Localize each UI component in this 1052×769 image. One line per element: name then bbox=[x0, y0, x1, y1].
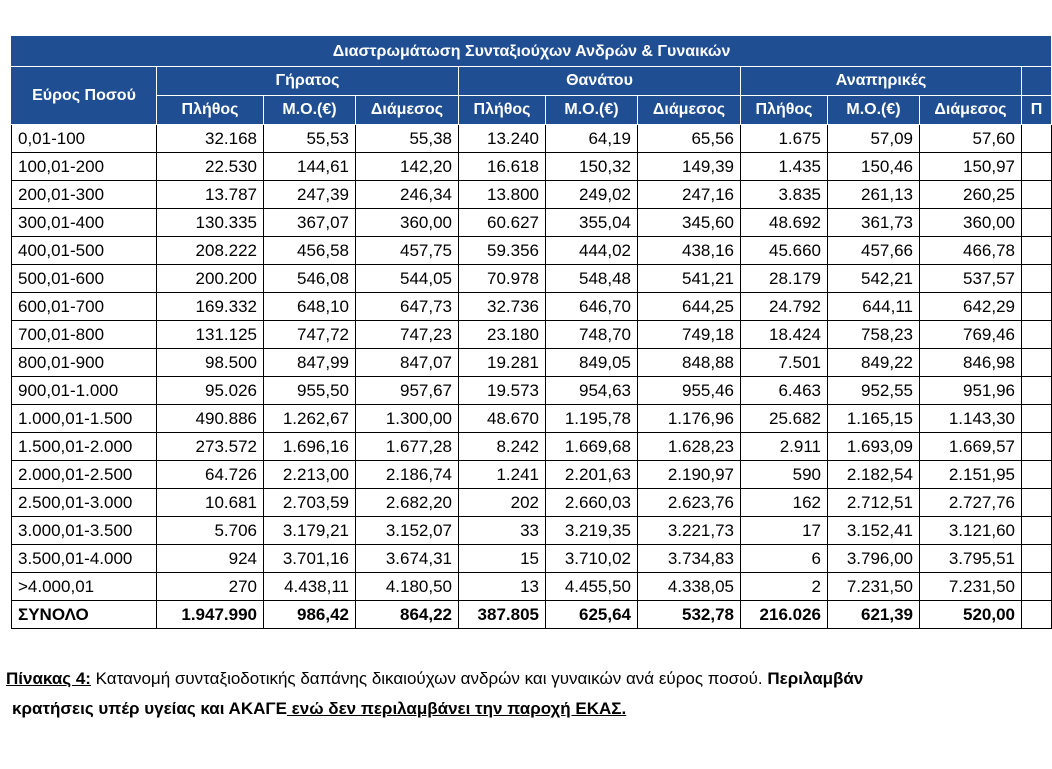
table-row bbox=[12, 433, 1052, 461]
partial-cell bbox=[1022, 601, 1052, 629]
value-cell: 1.947.990 bbox=[157, 601, 264, 629]
value-cell: 646,70 bbox=[546, 293, 638, 321]
value-cell: 202 bbox=[459, 489, 546, 517]
value-cell: 2.712,51 bbox=[828, 489, 920, 517]
value-cell: 98.500 bbox=[157, 349, 264, 377]
table-row bbox=[12, 293, 1052, 321]
value-cell: 3.734,83 bbox=[638, 545, 741, 573]
value-cell: 4.438,11 bbox=[264, 573, 356, 601]
value-cell: 541,21 bbox=[638, 265, 741, 293]
value-cell: 247,39 bbox=[264, 181, 356, 209]
value-cell: 7.231,50 bbox=[828, 573, 920, 601]
pension-distribution-table-wrapper bbox=[11, 36, 1051, 629]
table-row bbox=[12, 181, 1052, 209]
value-cell: 1.195,78 bbox=[546, 405, 638, 433]
value-cell: 748,70 bbox=[546, 321, 638, 349]
value-cell: 273.572 bbox=[157, 433, 264, 461]
range-cell: 1.000,01-1.500 bbox=[12, 405, 157, 433]
range-cell: 2.000,01-2.500 bbox=[12, 461, 157, 489]
subheader-row bbox=[12, 96, 1052, 125]
value-cell: 13 bbox=[459, 573, 546, 601]
value-cell: 45.660 bbox=[741, 237, 828, 265]
value-cell: 542,21 bbox=[828, 265, 920, 293]
value-cell: 951,96 bbox=[920, 377, 1022, 405]
range-cell: 900,01-1.000 bbox=[12, 377, 157, 405]
value-cell: 57,09 bbox=[828, 125, 920, 153]
value-cell: 1.693,09 bbox=[828, 433, 920, 461]
value-cell: 2.682,20 bbox=[356, 489, 459, 517]
value-cell: 2.182,54 bbox=[828, 461, 920, 489]
subheader-mean: Μ.Ο.(€) bbox=[264, 96, 356, 125]
value-cell: 169.332 bbox=[157, 293, 264, 321]
partial-cell bbox=[1022, 237, 1052, 265]
range-cell: 1.500,01-2.000 bbox=[12, 433, 157, 461]
group-header-survivor: Θανάτου bbox=[459, 67, 741, 96]
value-cell: 749,18 bbox=[638, 321, 741, 349]
value-cell: 23.180 bbox=[459, 321, 546, 349]
value-cell: 955,46 bbox=[638, 377, 741, 405]
value-cell: 19.573 bbox=[459, 377, 546, 405]
range-cell: 600,01-700 bbox=[12, 293, 157, 321]
table-row bbox=[12, 517, 1052, 545]
value-cell: 246,34 bbox=[356, 181, 459, 209]
group-header-row bbox=[12, 67, 1052, 96]
total-row bbox=[12, 601, 1052, 629]
value-cell: 1.241 bbox=[459, 461, 546, 489]
value-cell: 847,07 bbox=[356, 349, 459, 377]
value-cell: 532,78 bbox=[638, 601, 741, 629]
table-row bbox=[12, 377, 1052, 405]
table-row bbox=[12, 461, 1052, 489]
table-row bbox=[12, 573, 1052, 601]
value-cell: 955,50 bbox=[264, 377, 356, 405]
value-cell: 18.424 bbox=[741, 321, 828, 349]
value-cell: 2.727,76 bbox=[920, 489, 1022, 517]
value-cell: 48.692 bbox=[741, 209, 828, 237]
value-cell: 48.670 bbox=[459, 405, 546, 433]
value-cell: 13.240 bbox=[459, 125, 546, 153]
table-row bbox=[12, 489, 1052, 517]
value-cell: 849,22 bbox=[828, 349, 920, 377]
value-cell: 70.978 bbox=[459, 265, 546, 293]
value-cell: 848,88 bbox=[638, 349, 741, 377]
subheader-mean: Μ.Ο.(€) bbox=[828, 96, 920, 125]
value-cell: 769,46 bbox=[920, 321, 1022, 349]
value-cell: 7.501 bbox=[741, 349, 828, 377]
partial-cell bbox=[1022, 321, 1052, 349]
value-cell: 4.338,05 bbox=[638, 573, 741, 601]
value-cell: 954,63 bbox=[546, 377, 638, 405]
partial-cell bbox=[1022, 545, 1052, 573]
value-cell: 4.180,50 bbox=[356, 573, 459, 601]
value-cell: 490.886 bbox=[157, 405, 264, 433]
value-cell: 444,02 bbox=[546, 237, 638, 265]
value-cell: 355,04 bbox=[546, 209, 638, 237]
value-cell: 270 bbox=[157, 573, 264, 601]
partial-cell bbox=[1022, 433, 1052, 461]
value-cell: 216.026 bbox=[741, 601, 828, 629]
value-cell: 3.221,73 bbox=[638, 517, 741, 545]
value-cell: 16.618 bbox=[459, 153, 546, 181]
value-cell: 64.726 bbox=[157, 461, 264, 489]
value-cell: 3.179,21 bbox=[264, 517, 356, 545]
partial-cell bbox=[1022, 377, 1052, 405]
value-cell: 864,22 bbox=[356, 601, 459, 629]
value-cell: 7.231,50 bbox=[920, 573, 1022, 601]
value-cell: 642,29 bbox=[920, 293, 1022, 321]
table-row bbox=[12, 349, 1052, 377]
caption-bold-tail: Περιλαμβάν bbox=[767, 669, 864, 688]
range-cell: 800,01-900 bbox=[12, 349, 157, 377]
value-cell: 59.356 bbox=[459, 237, 546, 265]
value-cell: 544,05 bbox=[356, 265, 459, 293]
value-cell: 13.800 bbox=[459, 181, 546, 209]
value-cell: 456,58 bbox=[264, 237, 356, 265]
subheader-median: Διάμεσος bbox=[920, 96, 1022, 125]
range-cell: 500,01-600 bbox=[12, 265, 157, 293]
partial-cell bbox=[1022, 517, 1052, 545]
range-cell: 400,01-500 bbox=[12, 237, 157, 265]
value-cell: 1.628,23 bbox=[638, 433, 741, 461]
value-cell: 2.151,95 bbox=[920, 461, 1022, 489]
value-cell: 590 bbox=[741, 461, 828, 489]
value-cell: 957,67 bbox=[356, 377, 459, 405]
value-cell: 546,08 bbox=[264, 265, 356, 293]
partial-cell bbox=[1022, 573, 1052, 601]
value-cell: 2.703,59 bbox=[264, 489, 356, 517]
value-cell: 986,42 bbox=[264, 601, 356, 629]
value-cell: 2.660,03 bbox=[546, 489, 638, 517]
value-cell: 144,61 bbox=[264, 153, 356, 181]
table-row bbox=[12, 125, 1052, 153]
value-cell: 952,55 bbox=[828, 377, 920, 405]
value-cell: 4.455,50 bbox=[546, 573, 638, 601]
value-cell: 3.701,16 bbox=[264, 545, 356, 573]
value-cell: 8.242 bbox=[459, 433, 546, 461]
value-cell: 24.792 bbox=[741, 293, 828, 321]
value-cell: 150,46 bbox=[828, 153, 920, 181]
value-cell: 367,07 bbox=[264, 209, 356, 237]
value-cell: 466,78 bbox=[920, 237, 1022, 265]
value-cell: 150,97 bbox=[920, 153, 1022, 181]
value-cell: 3.835 bbox=[741, 181, 828, 209]
value-cell: 644,11 bbox=[828, 293, 920, 321]
value-cell: 3.121,60 bbox=[920, 517, 1022, 545]
value-cell: 1.675 bbox=[741, 125, 828, 153]
range-cell: 100,01-200 bbox=[12, 153, 157, 181]
partial-cell bbox=[1022, 405, 1052, 433]
caption-line2-bold: κρατήσεις υπέρ υγείας και ΑΚΑΓΕ bbox=[12, 699, 287, 718]
value-cell: 32.168 bbox=[157, 125, 264, 153]
value-cell: 644,25 bbox=[638, 293, 741, 321]
value-cell: 1.176,96 bbox=[638, 405, 741, 433]
subheader-partial: Π bbox=[1022, 96, 1052, 125]
value-cell: 648,10 bbox=[264, 293, 356, 321]
value-cell: 3.710,02 bbox=[546, 545, 638, 573]
group-header-disability: Αναπηρικές bbox=[741, 67, 1022, 96]
group-header-partial bbox=[1022, 67, 1052, 96]
value-cell: 6 bbox=[741, 545, 828, 573]
value-cell: 345,60 bbox=[638, 209, 741, 237]
caption-text: Κατανομή συνταξιοδοτικής δαπάνης δικαιούχων ανδρών και γυναικών ανά εύρος ποσού. bbox=[90, 669, 768, 688]
table-row bbox=[12, 321, 1052, 349]
value-cell: 1.165,15 bbox=[828, 405, 920, 433]
value-cell: 758,23 bbox=[828, 321, 920, 349]
value-cell: 3.796,00 bbox=[828, 545, 920, 573]
value-cell: 55,53 bbox=[264, 125, 356, 153]
table-row bbox=[12, 405, 1052, 433]
table-title: Διαστρωμάτωση Συνταξιούχων Ανδρών & Γυναικών bbox=[12, 37, 1052, 67]
value-cell: 260,25 bbox=[920, 181, 1022, 209]
subheader-count: Πλήθος bbox=[459, 96, 546, 125]
value-cell: 64,19 bbox=[546, 125, 638, 153]
value-cell: 1.262,67 bbox=[264, 405, 356, 433]
subheader-count: Πλήθος bbox=[157, 96, 264, 125]
value-cell: 847,99 bbox=[264, 349, 356, 377]
value-cell: 5.706 bbox=[157, 517, 264, 545]
table-row bbox=[12, 545, 1052, 573]
value-cell: 747,72 bbox=[264, 321, 356, 349]
table-row bbox=[12, 209, 1052, 237]
caption-line2-underlined: ενώ δεν περιλαμβάνει την παροχή ΕΚΑΣ. bbox=[286, 699, 627, 718]
subheader-median: Διάμεσος bbox=[356, 96, 459, 125]
range-cell: 200,01-300 bbox=[12, 181, 157, 209]
value-cell: 1.435 bbox=[741, 153, 828, 181]
value-cell: 3.219,35 bbox=[546, 517, 638, 545]
value-cell: 249,02 bbox=[546, 181, 638, 209]
partial-cell bbox=[1022, 181, 1052, 209]
value-cell: 520,00 bbox=[920, 601, 1022, 629]
value-cell: 22.530 bbox=[157, 153, 264, 181]
value-cell: 1.696,16 bbox=[264, 433, 356, 461]
range-cell: 300,01-400 bbox=[12, 209, 157, 237]
table-body bbox=[12, 125, 1052, 629]
value-cell: 537,57 bbox=[920, 265, 1022, 293]
value-cell: 162 bbox=[741, 489, 828, 517]
value-cell: 360,00 bbox=[356, 209, 459, 237]
value-cell: 1.143,30 bbox=[920, 405, 1022, 433]
partial-cell bbox=[1022, 293, 1052, 321]
value-cell: 625,64 bbox=[546, 601, 638, 629]
value-cell: 150,32 bbox=[546, 153, 638, 181]
subheader-mean: Μ.Ο.(€) bbox=[546, 96, 638, 125]
value-cell: 924 bbox=[157, 545, 264, 573]
value-cell: 2.623,76 bbox=[638, 489, 741, 517]
value-cell: 747,23 bbox=[356, 321, 459, 349]
value-cell: 3.674,31 bbox=[356, 545, 459, 573]
value-cell: 846,98 bbox=[920, 349, 1022, 377]
value-cell: 2.911 bbox=[741, 433, 828, 461]
value-cell: 621,39 bbox=[828, 601, 920, 629]
value-cell: 3.795,51 bbox=[920, 545, 1022, 573]
value-cell: 548,48 bbox=[546, 265, 638, 293]
value-cell: 3.152,41 bbox=[828, 517, 920, 545]
value-cell: 130.335 bbox=[157, 209, 264, 237]
table-row bbox=[12, 265, 1052, 293]
value-cell: 142,20 bbox=[356, 153, 459, 181]
value-cell: 6.463 bbox=[741, 377, 828, 405]
partial-cell bbox=[1022, 349, 1052, 377]
table-caption bbox=[6, 664, 1036, 724]
partial-cell bbox=[1022, 153, 1052, 181]
subheader-count: Πλήθος bbox=[741, 96, 828, 125]
value-cell: 25.682 bbox=[741, 405, 828, 433]
value-cell: 438,16 bbox=[638, 237, 741, 265]
range-cell: 3.000,01-3.500 bbox=[12, 517, 157, 545]
table-row bbox=[12, 153, 1052, 181]
value-cell: 17 bbox=[741, 517, 828, 545]
value-cell: 131.125 bbox=[157, 321, 264, 349]
table-row bbox=[12, 237, 1052, 265]
value-cell: 1.669,57 bbox=[920, 433, 1022, 461]
range-cell: 2.500,01-3.000 bbox=[12, 489, 157, 517]
table-title-row bbox=[12, 37, 1052, 67]
subheader-median: Διάμεσος bbox=[638, 96, 741, 125]
value-cell: 208.222 bbox=[157, 237, 264, 265]
value-cell: 1.300,00 bbox=[356, 405, 459, 433]
value-cell: 57,60 bbox=[920, 125, 1022, 153]
partial-cell bbox=[1022, 125, 1052, 153]
value-cell: 647,73 bbox=[356, 293, 459, 321]
caption-line-1 bbox=[6, 664, 1036, 694]
value-cell: 1.677,28 bbox=[356, 433, 459, 461]
range-cell: 3.500,01-4.000 bbox=[12, 545, 157, 573]
value-cell: 849,05 bbox=[546, 349, 638, 377]
partial-cell bbox=[1022, 461, 1052, 489]
value-cell: 457,75 bbox=[356, 237, 459, 265]
value-cell: 360,00 bbox=[920, 209, 1022, 237]
range-cell: 700,01-800 bbox=[12, 321, 157, 349]
value-cell: 19.281 bbox=[459, 349, 546, 377]
value-cell: 2.213,00 bbox=[264, 461, 356, 489]
range-cell: >4.000,01 bbox=[12, 573, 157, 601]
value-cell: 387.805 bbox=[459, 601, 546, 629]
group-header-old-age: Γήρατος bbox=[157, 67, 459, 96]
value-cell: 3.152,07 bbox=[356, 517, 459, 545]
value-cell: 247,16 bbox=[638, 181, 741, 209]
value-cell: 200.200 bbox=[157, 265, 264, 293]
value-cell: 13.787 bbox=[157, 181, 264, 209]
value-cell: 95.026 bbox=[157, 377, 264, 405]
partial-cell bbox=[1022, 209, 1052, 237]
range-column-header: Εύρος Ποσού bbox=[12, 67, 157, 125]
partial-cell bbox=[1022, 489, 1052, 517]
partial-cell bbox=[1022, 265, 1052, 293]
caption-label: Πίνακας 4: bbox=[6, 669, 91, 688]
value-cell: 28.179 bbox=[741, 265, 828, 293]
value-cell: 10.681 bbox=[157, 489, 264, 517]
range-cell: 0,01-100 bbox=[12, 125, 157, 153]
value-cell: 33 bbox=[459, 517, 546, 545]
value-cell: 2.190,97 bbox=[638, 461, 741, 489]
value-cell: 32.736 bbox=[459, 293, 546, 321]
value-cell: 60.627 bbox=[459, 209, 546, 237]
value-cell: 15 bbox=[459, 545, 546, 573]
value-cell: 2.201,63 bbox=[546, 461, 638, 489]
value-cell: 149,39 bbox=[638, 153, 741, 181]
pension-distribution-table bbox=[11, 36, 1052, 629]
value-cell: 2 bbox=[741, 573, 828, 601]
caption-line-2 bbox=[6, 694, 1036, 724]
value-cell: 2.186,74 bbox=[356, 461, 459, 489]
range-cell: ΣΥΝΟΛΟ bbox=[12, 601, 157, 629]
value-cell: 65,56 bbox=[638, 125, 741, 153]
value-cell: 1.669,68 bbox=[546, 433, 638, 461]
value-cell: 55,38 bbox=[356, 125, 459, 153]
value-cell: 261,13 bbox=[828, 181, 920, 209]
value-cell: 457,66 bbox=[828, 237, 920, 265]
value-cell: 361,73 bbox=[828, 209, 920, 237]
